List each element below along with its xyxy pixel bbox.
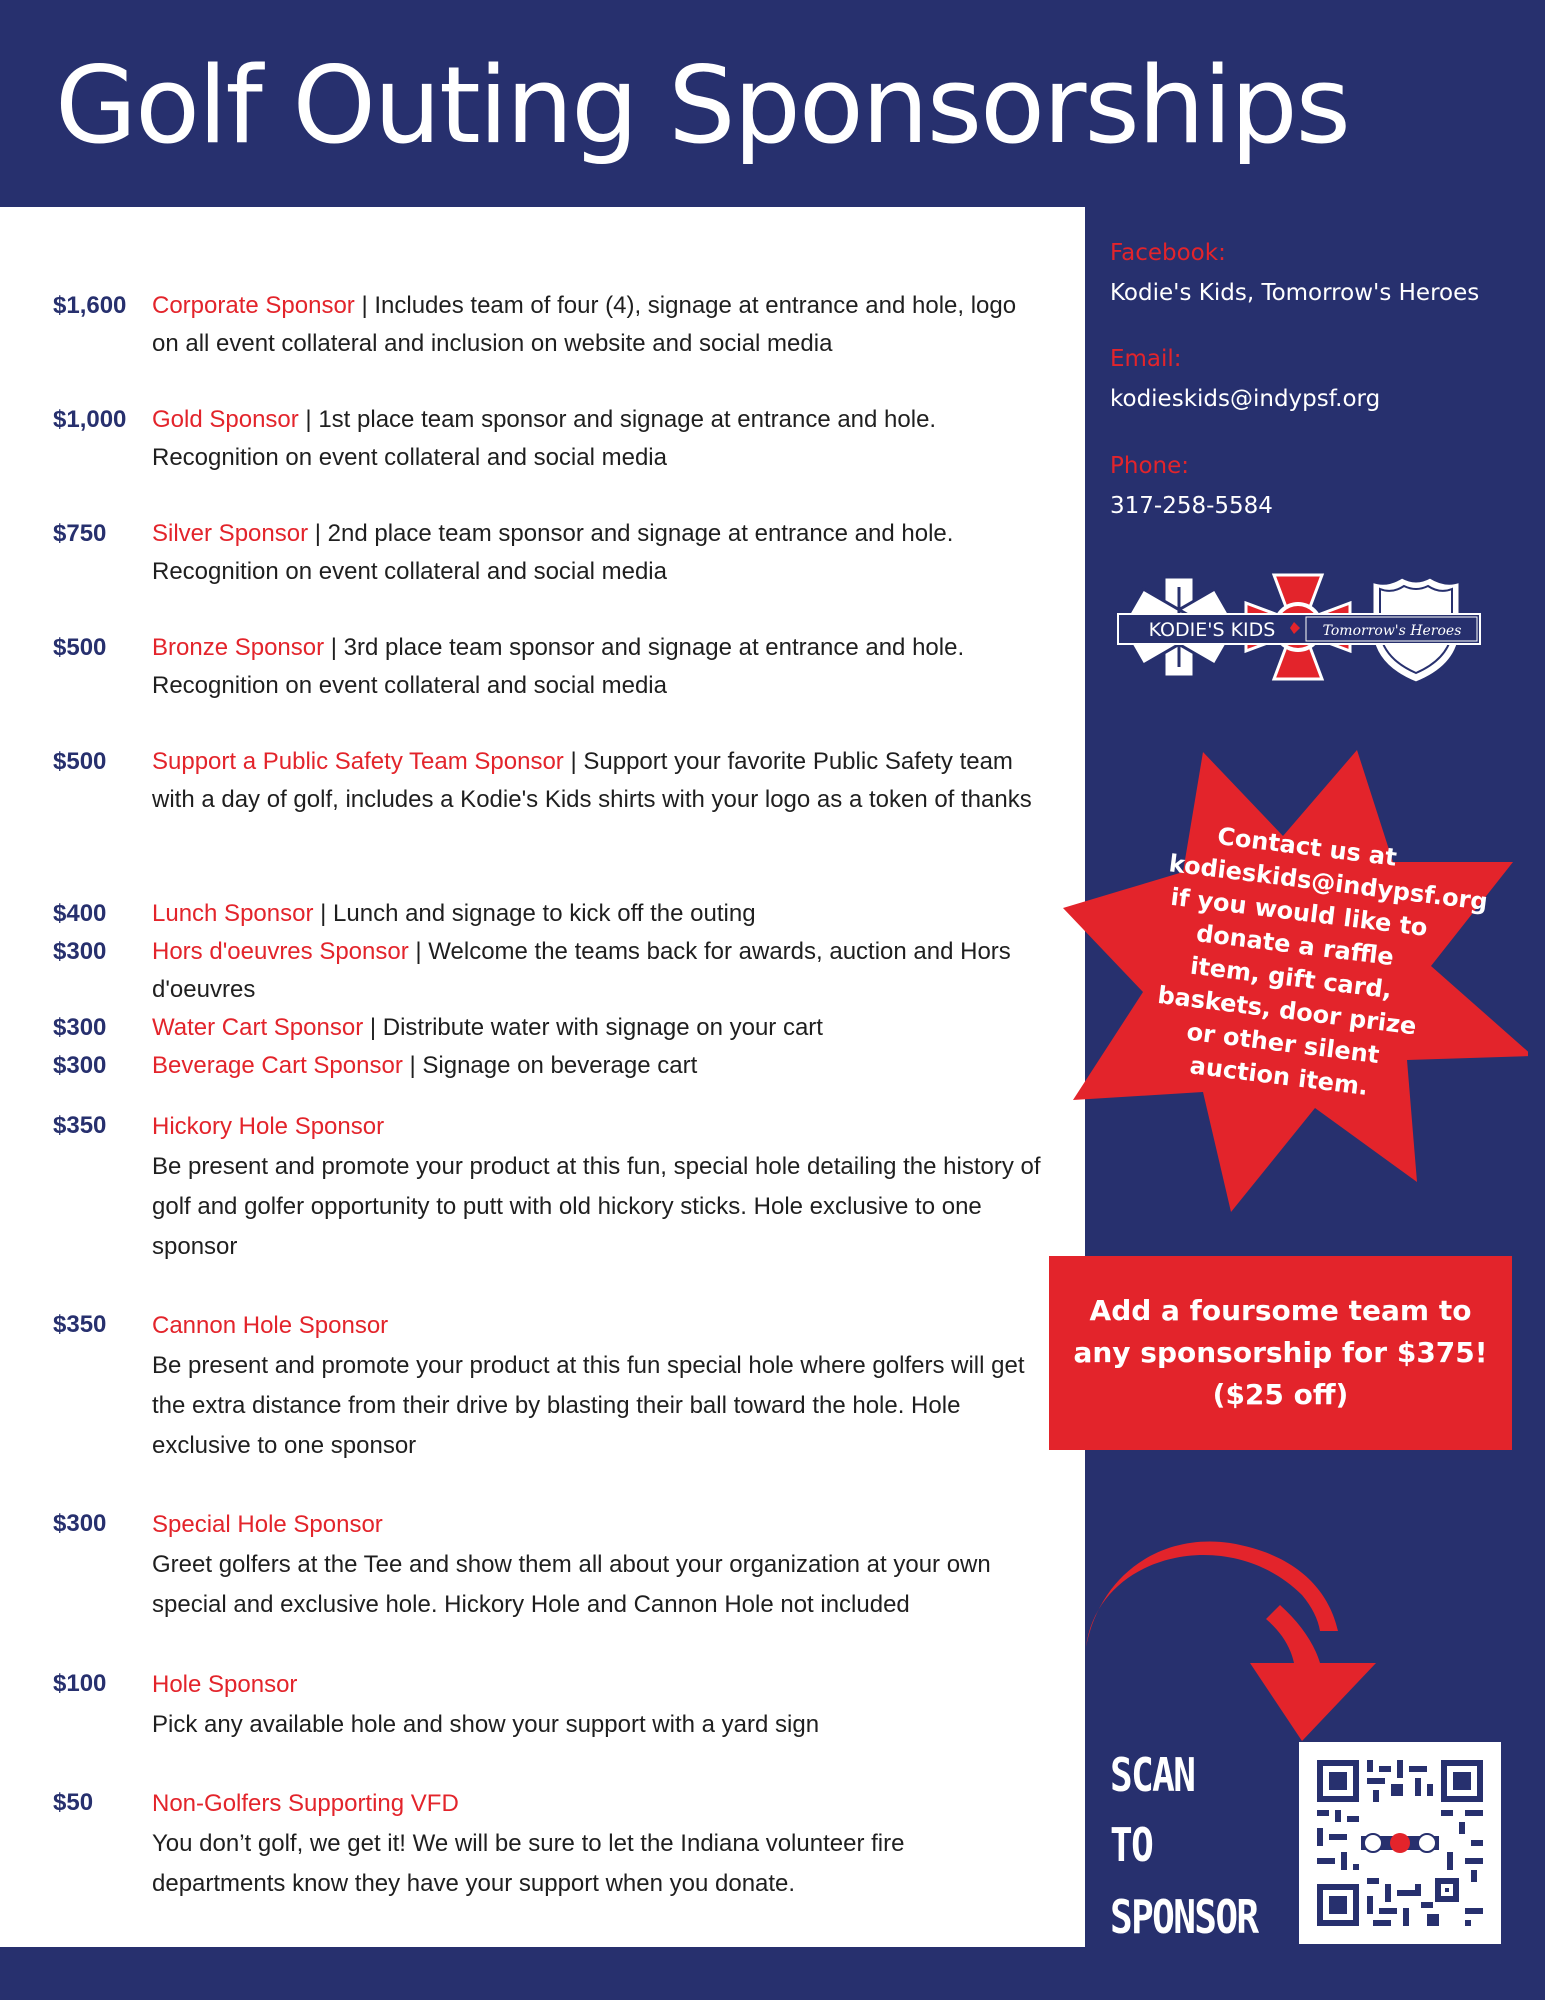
sponsorship-price: $350 xyxy=(53,1112,107,1139)
email-value[interactable]: kodieskids@indypsf.org xyxy=(1110,386,1381,412)
sponsorship-price: $400 xyxy=(53,900,107,927)
sponsorship-details: | Distribute water with signage on your cart xyxy=(363,1014,823,1041)
sponsorship-name: Corporate Sponsor xyxy=(152,292,355,319)
sponsorship-details: | Includes team of four (4), signage at entrance and hole, logo on all event collateral and inclusion on website and social media xyxy=(152,292,1017,357)
sponsorship-details: | Welcome the teams back for awards, auction and Hors d'oeuvres xyxy=(152,938,1011,1003)
sponsorship-list xyxy=(0,207,1085,1947)
sponsorship-details: Be present and promote your product at this fun special hole where golfers will get the extra distance from their drive by blasting their ball toward the hole. Hole exclusive to one sponsor xyxy=(152,1352,1025,1459)
sponsorship-price: $500 xyxy=(53,634,107,661)
sponsorship-name: Hors d'oeuvres Sponsor xyxy=(152,938,409,965)
sponsorship-name: Cannon Hole Sponsor xyxy=(152,1312,389,1339)
sponsorship-details: | 2nd place team sponsor and signage at entrance and hole. Recognition on event collateral and social media xyxy=(152,520,954,585)
sponsorship-details: | Support your favorite Public Safety team with a day of golf, includes a Kodie's Kids shirts with your logo as a token of thanks xyxy=(152,748,1032,813)
facebook-label: Facebook: xyxy=(1110,240,1226,266)
curved-arrow-icon xyxy=(1080,1535,1390,1745)
sponsorship-name: Gold Sponsor xyxy=(152,406,299,433)
sponsorship-name: Special Hole Sponsor xyxy=(152,1511,383,1538)
sponsorship-details: You don’t golf, we get it! We will be sure to let the Indiana volunteer fire departments know they have your support when you donate. xyxy=(152,1830,905,1897)
logo-right-text: Tomorrow's Heroes xyxy=(1322,623,1462,639)
logo-graphic xyxy=(1116,570,1482,685)
scan-text-line2: TO xyxy=(1110,1818,1153,1872)
sponsorship-price: $300 xyxy=(53,1052,107,1079)
sponsorship-name: Beverage Cart Sponsor xyxy=(152,1052,403,1079)
scan-text-line3: SPONSOR xyxy=(1110,1890,1258,1944)
sponsorship-name: Non-Golfers Supporting VFD xyxy=(152,1790,459,1817)
phone-value[interactable]: 317-258-5584 xyxy=(1110,493,1273,519)
sponsorship-name: Bronze Sponsor xyxy=(152,634,325,661)
sponsorship-details: Pick any available hole and show your support with a yard sign xyxy=(152,1711,820,1738)
logo-left-text: KODIE'S KIDS xyxy=(1148,619,1276,641)
sponsorship-name: Support a Public Safety Team Sponsor xyxy=(152,748,564,775)
sponsorship-price: $300 xyxy=(53,938,107,965)
foursome-offer xyxy=(1049,1256,1512,1450)
sponsorship-name: Lunch Sponsor xyxy=(152,900,314,927)
sponsorship-details: | 3rd place team sponsor and signage at entrance and hole. Recognition on event collateral and social media xyxy=(152,634,965,699)
sponsorship-name: Hickory Hole Sponsor xyxy=(152,1113,385,1140)
qr-code[interactable] xyxy=(1299,1742,1501,1944)
sponsorship-price: $300 xyxy=(53,1510,107,1537)
sponsorship-price: $1,600 xyxy=(53,292,127,319)
sponsorship-price: $350 xyxy=(53,1311,107,1338)
sponsorship-details: Greet golfers at the Tee and show them all about your organization at your own special and exclusive hole. Hickory Hole and Cannon Hole not included xyxy=(152,1551,991,1618)
sponsorship-price: $100 xyxy=(53,1670,107,1697)
facebook-value[interactable]: Kodie's Kids, Tomorrow's Heroes xyxy=(1110,280,1480,306)
sponsorship-price: $50 xyxy=(53,1789,94,1816)
qr-code-icon xyxy=(1317,1760,1483,1926)
donation-callout xyxy=(1058,742,1528,1212)
sponsorship-name: Hole Sponsor xyxy=(152,1671,298,1698)
sponsorship-price: $500 xyxy=(53,748,107,775)
email-label: Email: xyxy=(1110,346,1182,372)
phone-label: Phone: xyxy=(1110,453,1189,479)
callout-text: Contact us at kodieskids@indypsf.org if you would like to donate a raffle item, gift card, baskets, door prize or other silent auction item. xyxy=(1156,821,1490,1101)
scan-text-line1: SCAN xyxy=(1110,1748,1195,1802)
sponsorship-price: $300 xyxy=(53,1014,107,1041)
sponsorship-name: Water Cart Sponsor xyxy=(152,1014,364,1041)
sponsorship-price: $750 xyxy=(53,520,107,547)
sponsorship-details: Be present and promote your product at this fun, special hole detailing the history of golf and golfer opportunity to putt with old hickory sticks. Hole exclusive to one sponsor xyxy=(152,1153,1041,1260)
kodies-kids-logo xyxy=(1116,570,1482,685)
sponsorship-details: | 1st place team sponsor and signage at entrance and hole. Recognition on event collateral and social media xyxy=(152,406,937,471)
page-title: Golf Outing Sponsorships xyxy=(55,44,1349,167)
sponsorship-name: Silver Sponsor xyxy=(152,520,309,547)
sponsorship-details: | Lunch and signage to kick off the outing xyxy=(313,900,756,927)
foursome-text: Add a foursome team to any sponsorship for $375! ($25 off) xyxy=(1073,1294,1488,1411)
sponsorship-price: $1,000 xyxy=(53,406,127,433)
sponsorship-details: | Signage on beverage cart xyxy=(402,1052,698,1079)
